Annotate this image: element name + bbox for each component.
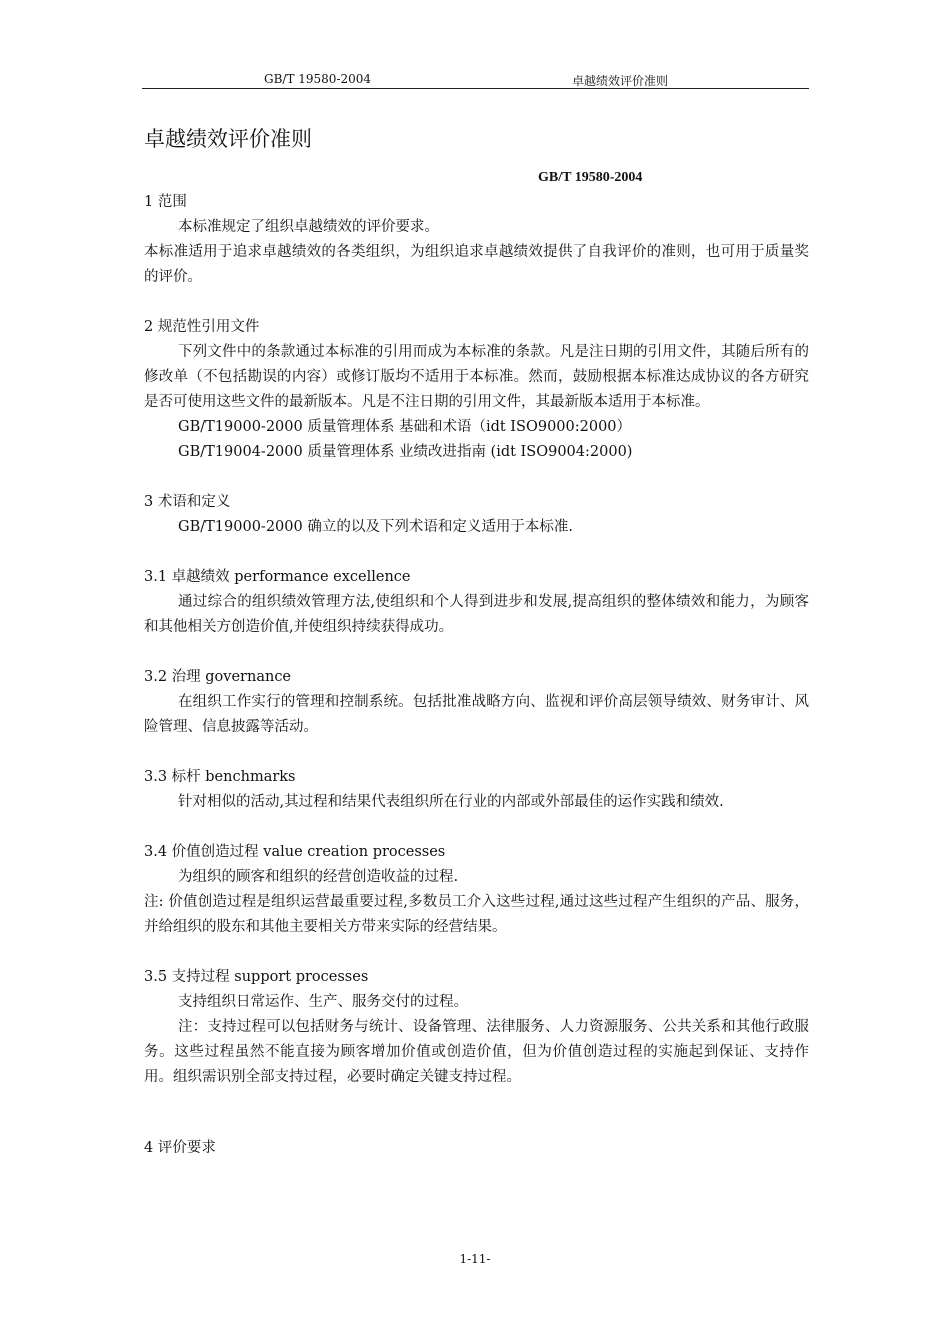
section-3-3-heading: 3.3 标杆 benchmarks xyxy=(144,769,296,785)
header-right: 卓越绩效评价准则 xyxy=(572,74,669,88)
section-3-1-definition: 通过综合的组织绩效管理方法,使组织和个人得到进步和发展,提高组织的整体绩效和能力，为顾客和其他相关方创造价值,并使组织持续获得成功。 xyxy=(144,594,809,635)
section-1-paragraph-2: 本标准适用于追求卓越绩效的各类组织，为组织追求卓越绩效提供了自我评价的准则，也可用于质量奖的评价。 xyxy=(144,244,809,285)
header-left: GB/T 19580-2004 xyxy=(264,72,372,86)
standard-number: GB/T 19580-2004 xyxy=(538,170,643,185)
section-3-heading: 3 术语和定义 xyxy=(144,494,231,510)
reference-1: GB/T19000-2000 质量管理体系 基础和术语（idt ISO9000:2000） xyxy=(178,419,632,435)
section-1-paragraph-1: 本标准规定了组织卓越绩效的评价要求。 xyxy=(178,219,439,235)
section-3-2-definition: 在组织工作实行的管理和控制系统。包括批准战略方向、监视和评价高层领导绩效、财务审计、风险管理、信息披露等活动。 xyxy=(144,694,809,735)
document-body xyxy=(144,190,809,1161)
section-3-5-heading: 3.5 支持过程 support processes xyxy=(144,969,369,985)
reference-2: GB/T19004-2000 质量管理体系 业绩改进指南 (idt ISO9004:2000) xyxy=(178,444,633,460)
section-3-2-heading: 3.2 治理 governance xyxy=(144,669,292,685)
section-4-heading: 4 评价要求 xyxy=(144,1140,216,1156)
page-number: 1-11- xyxy=(459,1252,491,1266)
section-3-5-definition: 支持组织日常运作、生产、服务交付的过程。 xyxy=(178,994,468,1010)
section-3-3-definition: 针对相似的活动,其过程和结果代表组织所在行业的内部或外部最佳的运作实践和绩效. xyxy=(178,794,724,810)
header-rule xyxy=(142,88,809,89)
section-3-5-note: 注：支持过程可以包括财务与统计、设备管理、法律服务、人力资源服务、公共关系和其他行政服务。这些过程虽然不能直接为顾客增加价值或创造价值，但为价值创造过程的实施起到保证、支持作用。组织需识别全部支持过程，必要时确定关键支持过程。 xyxy=(144,1019,809,1085)
section-3-1-heading: 3.1 卓越绩效 performance excellence xyxy=(144,569,411,585)
section-3-4-note: 注: 价值创造过程是组织运营最重要过程,多数员工介入这些过程,通过这些过程产生组织的产品、服务，并给组织的股东和其他主要相关方带来实际的经营结果。 xyxy=(144,894,809,935)
section-1-heading: 1 范围 xyxy=(144,194,187,210)
section-3-4-heading: 3.4 价值创造过程 value creation processes xyxy=(144,844,446,860)
section-3-4-definition: 为组织的顾客和组织的经营创造收益的过程. xyxy=(178,869,459,885)
section-2-paragraph-1: 下列文件中的条款通过本标准的引用而成为本标准的条款。凡是注日期的引用文件，其随后所有的修改单（不包括勘误的内容）或修订版均不适用于本标准。然而，鼓励根据本标准达成协议的各方研究是否可使用这些文件的最新版本。凡是不注日期的引用文件，其最新版本适用于本标准。 xyxy=(144,344,809,410)
section-2-heading: 2 规范性引用文件 xyxy=(144,319,260,335)
document-title: 卓越绩效评价准则 xyxy=(144,127,312,151)
section-3-paragraph-1: GB/T19000-2000 确立的以及下列术语和定义适用于本标准. xyxy=(178,519,573,535)
